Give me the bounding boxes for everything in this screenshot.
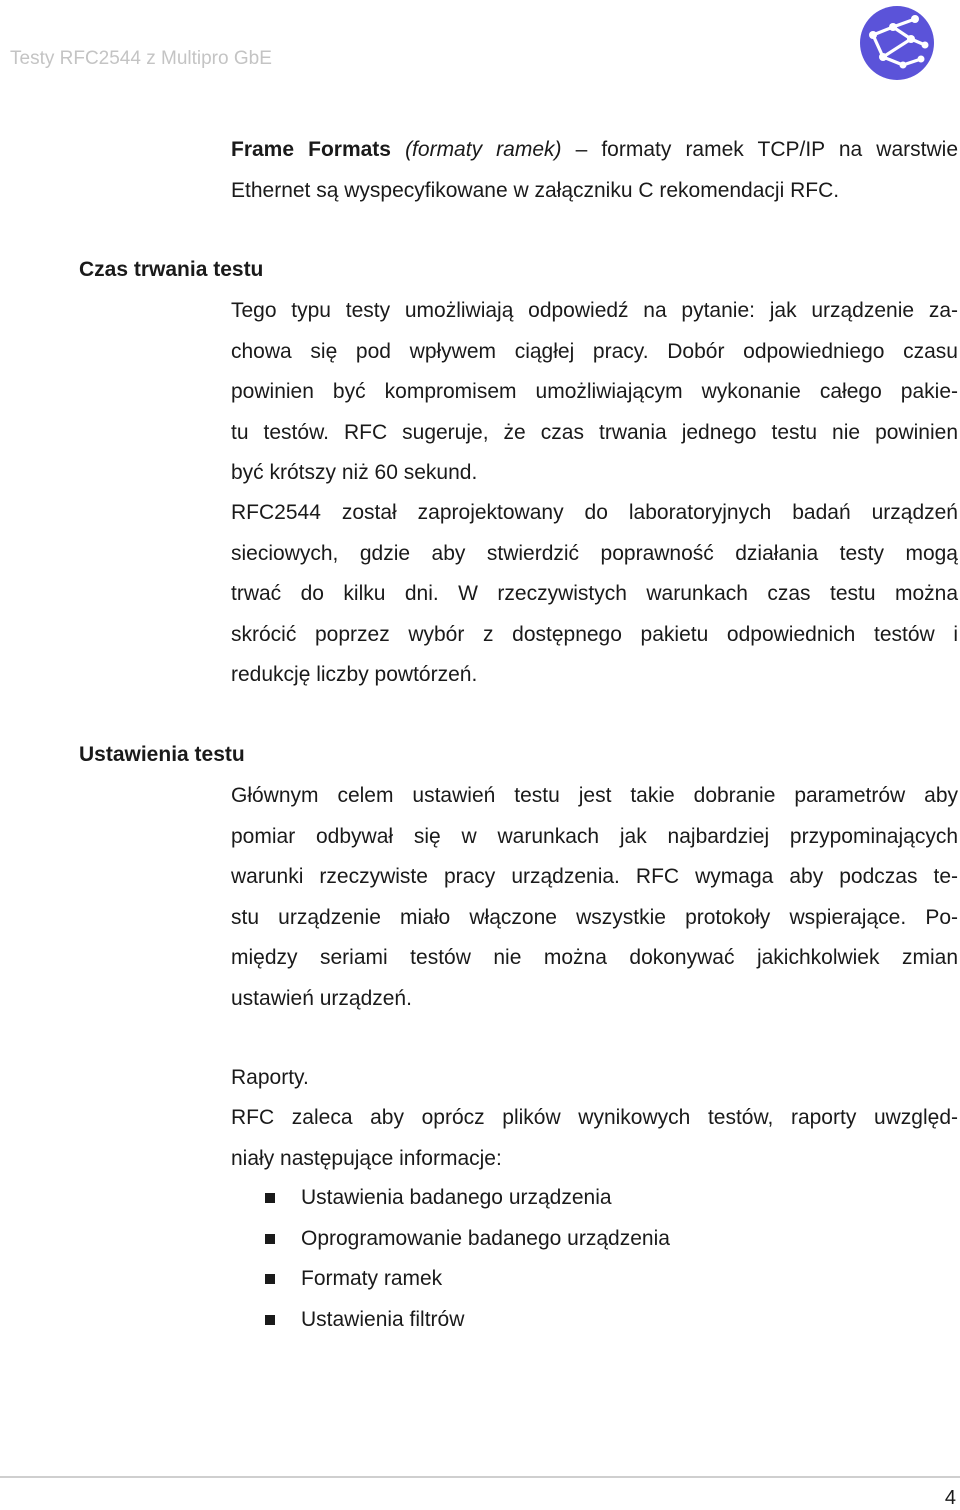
list-item	[231, 1178, 670, 1219]
setup-line: ustawień urządzeń.	[231, 986, 412, 1010]
setup-line: warunki rzeczywiste pracy urządzenia. RFC wymaga aby podczas te-	[231, 865, 958, 888]
setup-line: pomiar odbywał się w warunkach jak najbardziej przypominających	[231, 824, 958, 848]
frame-formats-line-1-rest: – formaty ramek TCP/IP na warstwie	[561, 138, 958, 161]
reports-paragraph	[231, 1098, 958, 1179]
frame-formats-term: Frame Formats	[231, 138, 391, 161]
duration-line: chowa się pod wpływem ciągłej pracy. Dobór odpowiedniego czasu	[231, 339, 958, 363]
frame-formats-line-2: Ethernet są wyspecyfikowane w załączniku C rekomendacji RFC.	[231, 178, 840, 202]
square-bullet-icon	[265, 1274, 275, 1284]
duration-line: powinien być kompromisem umożliwiającym wykonanie całego pakie-	[231, 380, 958, 403]
footer-divider	[0, 1476, 960, 1478]
duration-line: skrócić poprzez wybór z dostępnego pakietu odpowiednich testów i	[231, 622, 958, 646]
network-graph-logo-icon	[859, 5, 935, 81]
duration-line: tu testów. RFC sugeruje, że czas trwania jednego testu nie powinien	[231, 420, 958, 444]
frame-formats-paragraph	[231, 130, 958, 211]
setup-line: między seriami testów nie można dokonywać jakichkolwiek zmian	[231, 946, 958, 969]
list-item	[231, 1219, 670, 1260]
square-bullet-icon	[265, 1315, 275, 1325]
list-item	[231, 1259, 670, 1300]
square-bullet-icon	[265, 1234, 275, 1244]
document-header-title: Testy RFC2544 z Multipro GbE	[10, 48, 272, 69]
list-item-label: Ustawienia filtrów	[301, 1307, 465, 1331]
list-item-label: Ustawienia badanego urządzenia	[301, 1186, 612, 1209]
duration-paragraph-1	[231, 291, 958, 494]
setup-heading: Ustawienia testu	[79, 743, 245, 766]
list-item	[231, 1300, 670, 1341]
setup-line: Głównym celem ustawień testu jest takie dobranie parametrów aby	[231, 784, 958, 807]
duration-line: redukcję liczby powtórzeń.	[231, 663, 478, 686]
setup-line: stu urządzenie miało włączone wszystkie protokoły wspierające. Po-	[231, 905, 958, 929]
reports-bullet-list	[231, 1178, 670, 1340]
duration-paragraph-2	[231, 493, 958, 696]
duration-line: trwać do kilku dni. W rzeczywistych warunkach czas testu można	[231, 582, 958, 605]
duration-heading: Czas trwania testu	[79, 258, 264, 281]
list-item-label: Oprogramowanie badanego urządzenia	[301, 1226, 670, 1250]
setup-paragraph	[231, 776, 958, 1019]
page-number: 4	[944, 1487, 956, 1509]
frame-formats-line-1	[231, 130, 958, 171]
duration-line: RFC2544 został zaprojektowany do laboratoryjnych badań urządzeń	[231, 501, 958, 524]
square-bullet-icon	[265, 1193, 275, 1203]
duration-line: sieciowych, gdzie aby stwierdzić poprawność działania testy mogą	[231, 541, 958, 565]
reports-line: niały następujące informacje:	[231, 1146, 502, 1170]
frame-formats-translation: (formaty ramek)	[405, 138, 562, 161]
duration-line: być krótszy niż 60 sekund.	[231, 461, 478, 484]
duration-line: Tego typu testy umożliwiają odpowiedź na pytanie: jak urządzenie za-	[231, 299, 958, 322]
list-item-label: Formaty ramek	[301, 1267, 443, 1290]
reports-line: RFC zaleca aby oprócz plików wynikowych testów, raporty uwzględ-	[231, 1106, 958, 1129]
reports-title: Raporty.	[231, 1066, 309, 1089]
